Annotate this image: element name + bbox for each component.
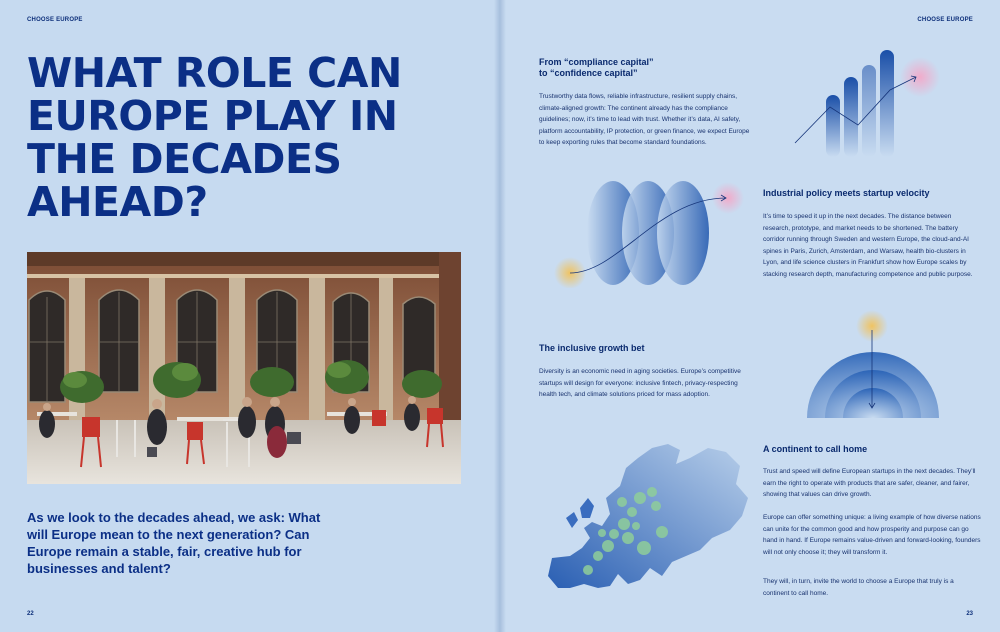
section-title-home: A continent to call home [763, 444, 868, 454]
growth-bars-icon [790, 45, 940, 160]
section-body-velocity: It’s time to speed it up in the next decades. The distance between research, prototype, and market needs to be shortened. The battery corridor running through Sweden and western Europe, the cloud-and-AI spines in Paris, Zurich, Amsterdam, and Warsaw, health bio-clusters in Lyon, and life science clusters in Frankfurt show how Europe scales by stacking research depth, manufacturing competence and public purpose. [763, 213, 973, 278]
velocity-discs-icon [548, 178, 748, 288]
section-body-home-1: Trust and speed will define European startups in the next decades. They’ll earn the right to operate with products that are safer, cleaner, and fairer, showing that values can drive growth. [763, 468, 976, 498]
section-body-home-3: They will, in turn, invite the world to choose a Europe that truly is a continent to call home. [763, 578, 954, 597]
inclusive-rings-icon [805, 308, 940, 420]
section-body-confidence: Trustworthy data flows, reliable infrastructure, resilient supply chains, climate-aligned growth: The continent already has the compliance guidelines; now, it’s time to lead with trust. Whether it’s data, AI safety, platform accountability, IP protection, or green finance, we expect Europe to keep exporting rules that become standard foundations. [539, 93, 750, 146]
courtyard-photo [27, 252, 461, 484]
section-title-confidence [539, 57, 769, 79]
running-head-right: CHOOSE EUROPE [917, 17, 973, 23]
spine-gutter [494, 0, 506, 632]
running-head-left: CHOOSE EUROPE [27, 17, 83, 23]
intro-question: As we look to the decades ahead, we ask: What will Europe mean to the next generation? Can Europe remain a stable, fair, creative hub for businesses and talent? [27, 510, 321, 576]
section-title-velocity: Industrial policy meets startup velocity [763, 188, 930, 198]
section-body-inclusive: Diversity is an economic need in aging societies. Europe’s competitive startups will design for everyone: inclusive fintech, privacy-respecting health tech, and climate solutions priced for mass adoption. [539, 368, 741, 398]
section-title-inclusive: The inclusive growth bet [539, 343, 645, 353]
section-body-home-2: Europe can offer something unique: a living example of how diverse nations can unite for the common good and how prosperity and purpose can go hand in hand. If Europe remains value-driven and forward-looking, founders will not only choose it; they will transform it. [763, 514, 981, 556]
page-number-right: 23 [966, 611, 973, 617]
page-number-left: 22 [27, 611, 34, 617]
section-title-line: to “confidence capital” [539, 68, 638, 78]
europe-map-icon [540, 438, 755, 598]
page-headline: WHAT ROLE CAN EUROPE PLAY IN THE DECADES AHEAD? [27, 49, 402, 226]
section-title-line: From “compliance capital” [539, 57, 654, 67]
